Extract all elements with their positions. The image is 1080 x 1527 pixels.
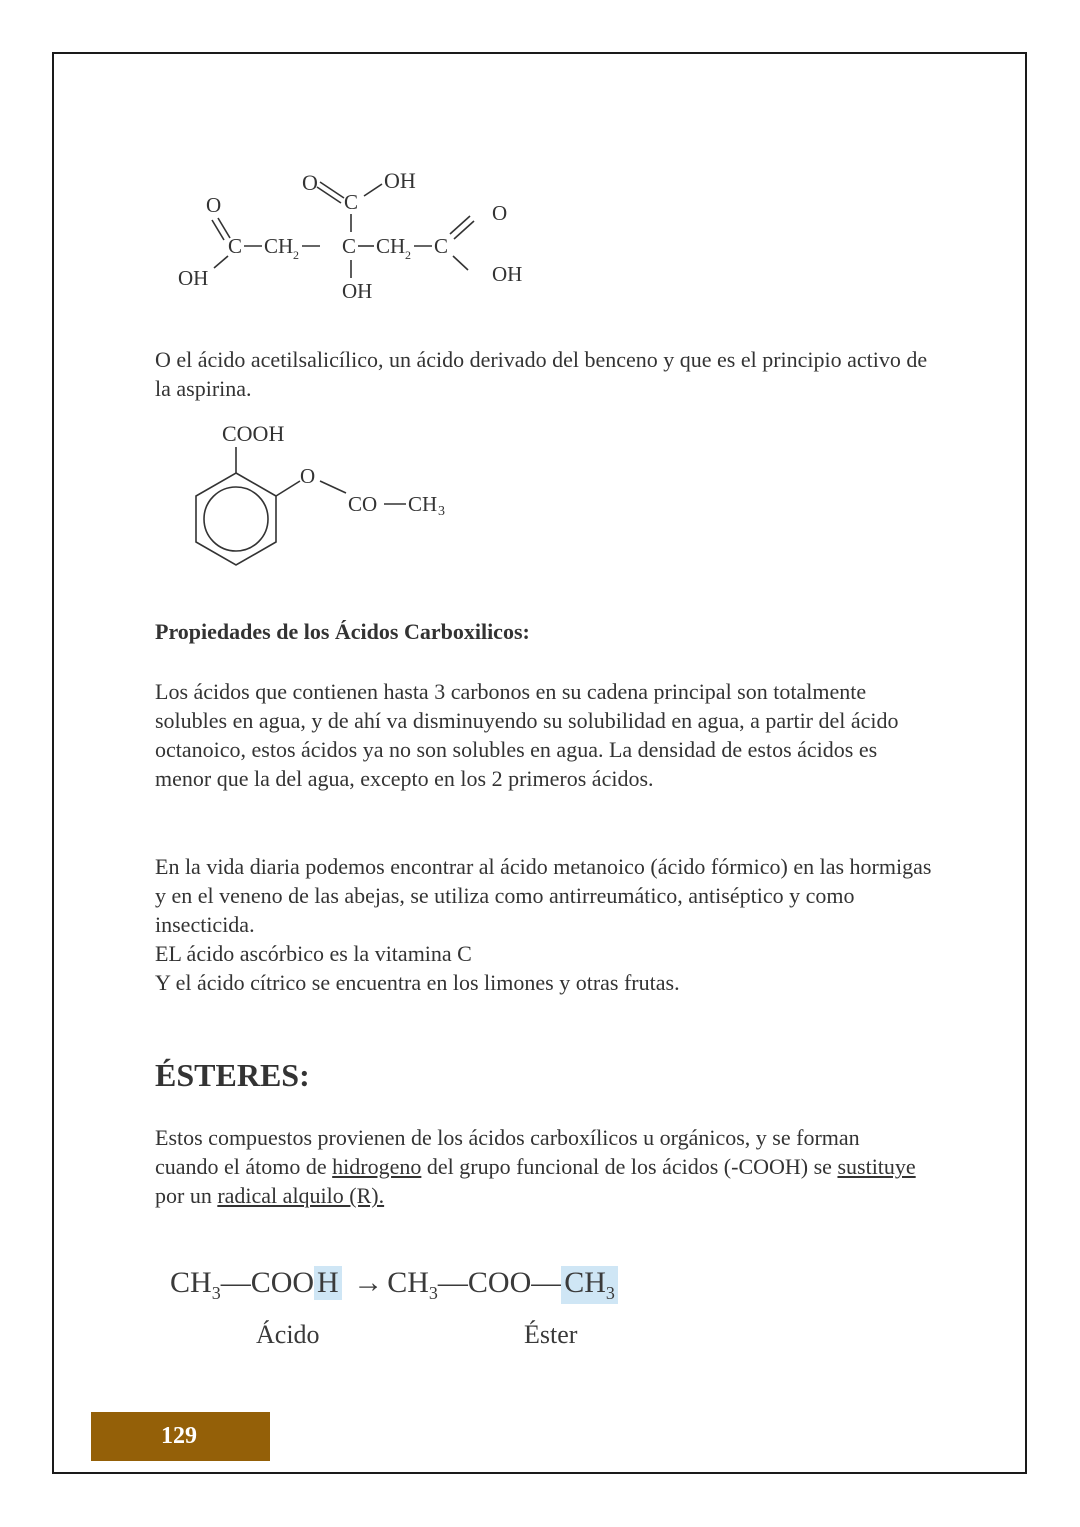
aspirin-ch3: CH (408, 492, 438, 516)
daily-text-1: En la vida diaria podemos encontrar al ácido metanoico (ácido fórmico) en las hormigas y en el veneno de las abejas, se utiliza como antirreumático, antiséptico y como insecticida. (155, 854, 932, 937)
citric-c-right: C (434, 234, 449, 258)
citric-oh-bottom: OH (342, 279, 373, 303)
label-acido: Ácido (256, 1320, 320, 1349)
eq-ester-bond: —COO— (437, 1266, 562, 1299)
link-sustituye: sustituye (837, 1154, 916, 1179)
citric-acid-structure (170, 160, 550, 310)
aspirin-o: O (300, 464, 316, 488)
citric-o-top: O (302, 170, 318, 195)
esters-text: Estos compuestos provienen de los ácidos carboxílicos u orgánicos, y se forman cuando el átomo de hidrogeno del grupo funcional de los ácidos (-COOH) se sustituye por un radical alquilo (R). (155, 1125, 916, 1208)
ester-equation: $CH_3—COO$ $H \to CH_3—COO—$ $CH_3$ (170, 1266, 618, 1304)
aspirin-intro-text: O el ácido acetilsalicílico, un ácido derivado del benceno y que es el principio activo de la aspirina. (155, 347, 928, 401)
aspirin-sub3: 3 (438, 504, 445, 519)
citric-c-center: C (342, 234, 357, 258)
citric-sub2-left: 2 (293, 248, 299, 262)
page-number: 129 (91, 1412, 270, 1461)
eq-acid-ch: CH (170, 1266, 212, 1299)
link-hidrogeno: hidrogeno (332, 1154, 422, 1179)
label-ester: Éster (524, 1320, 578, 1349)
citric-oh-right: OH (492, 262, 523, 286)
properties-text: Los ácidos que contienen hasta 3 carbonos en su cadena principal son totalmente solubles en agua, y de ahí va disminuyendo su solubilidad en agua, a partir del ácido octanoico, estos ácidos ya no son solubles en agua. La densidad de estos ácidos es menor que la del agua, excepto en los 2 primeros ácidos. (155, 679, 899, 791)
citric-o-right: O (492, 201, 508, 225)
citric-oh-top: OH (384, 168, 416, 193)
aspirin-co: CO (348, 492, 378, 516)
citric-o-left: O (206, 193, 222, 217)
aspirin-cooh: COOH (222, 421, 285, 446)
eq-ester-r: $CH_3$ (561, 1266, 618, 1304)
link-radical-alquilo: radical alquilo (R). (217, 1183, 385, 1208)
daily-life-text (155, 852, 935, 997)
esters-heading: ÉSTERES: (155, 1057, 310, 1093)
eq-acid-bond: —COO (220, 1266, 315, 1299)
citric-sub2-right: 2 (405, 248, 411, 262)
eq-acid-h: H (314, 1266, 342, 1300)
daily-text-2: EL ácido ascórbico es la vitamina C (155, 941, 472, 966)
citric-ch2-left: CH (264, 234, 294, 258)
aspirin-structure (180, 415, 480, 575)
citric-c-left: C (228, 234, 243, 258)
properties-heading: Propiedades de los Ácidos Carboxilicos: (155, 619, 530, 644)
eq-arrow: → (353, 1266, 384, 1299)
citric-oh-left: OH (178, 266, 209, 290)
daily-text-3: Y el ácido cítrico se encuentra en los limones y otras frutas. (155, 970, 680, 995)
eq-ester-ch: CH (387, 1266, 429, 1299)
citric-ch2-right: CH (376, 234, 406, 258)
citric-c-top: C (344, 190, 359, 214)
